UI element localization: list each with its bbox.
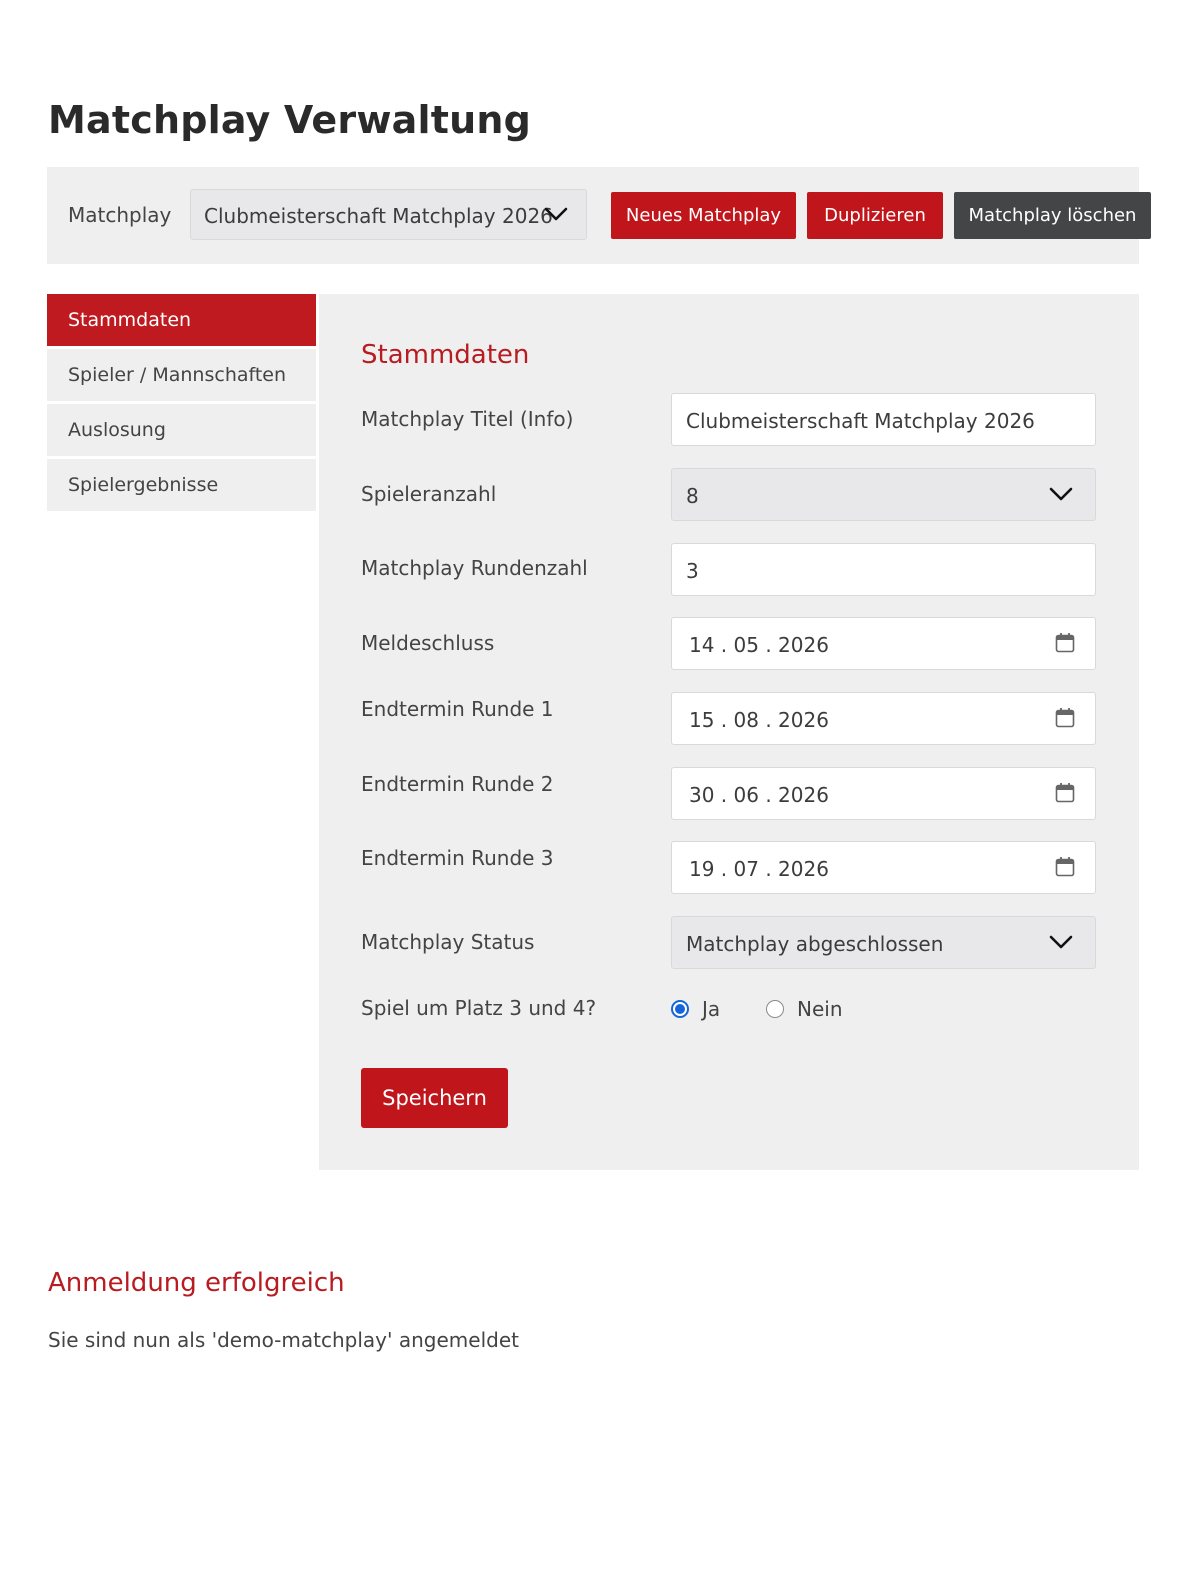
matchplay-select[interactable] — [190, 189, 587, 240]
round1-label: Endtermin Runde 1 — [361, 697, 554, 721]
round2-label: Endtermin Runde 2 — [361, 772, 554, 796]
players-label: Spieleranzahl — [361, 482, 497, 506]
round1-date-value: 15 . 08 . 2026 — [689, 708, 829, 732]
title-label: Matchplay Titel (Info) — [361, 407, 574, 431]
rounds-input[interactable] — [671, 543, 1096, 596]
rounds-input-value: 3 — [686, 559, 699, 583]
sidebar-nav — [47, 294, 316, 514]
login-success-title: Anmeldung erfolgreich — [48, 1268, 345, 1298]
third-place-no-option[interactable] — [766, 997, 843, 1021]
third-place-yes-option[interactable] — [671, 997, 720, 1021]
delete-matchplay-button[interactable]: Matchplay löschen — [954, 192, 1151, 239]
matchplay-select-label: Matchplay — [68, 203, 172, 227]
title-input-value: Clubmeisterschaft Matchplay 2026 — [686, 409, 1035, 433]
status-label: Matchplay Status — [361, 930, 535, 954]
round1-date-input[interactable] — [671, 692, 1096, 745]
third-place-label: Spiel um Platz 3 und 4? — [361, 996, 597, 1020]
round3-label: Endtermin Runde 3 — [361, 846, 554, 870]
status-select[interactable] — [671, 916, 1096, 969]
round3-date-input[interactable] — [671, 841, 1096, 894]
status-select-value: Matchplay abgeschlossen — [686, 932, 944, 956]
round2-date-value: 30 . 06 . 2026 — [689, 783, 829, 807]
new-matchplay-button[interactable]: Neues Matchplay — [611, 192, 796, 239]
matchplay-select-value: Clubmeisterschaft Matchplay 2026 — [204, 204, 553, 228]
players-select[interactable] — [671, 468, 1096, 521]
chevron-down-icon — [1049, 486, 1073, 502]
calendar-icon[interactable] — [1055, 782, 1075, 804]
page-title: Matchplay Verwaltung — [48, 98, 531, 142]
third-place-no-radio[interactable] — [766, 1000, 784, 1018]
round2-date-input[interactable] — [671, 767, 1096, 820]
sidebar-item-auslosung[interactable]: Auslosung — [47, 404, 316, 456]
third-place-yes-label: Ja — [702, 997, 721, 1021]
sidebar-item-stammdaten[interactable]: Stammdaten — [47, 294, 316, 346]
deadline-date-value: 14 . 05 . 2026 — [689, 633, 829, 657]
deadline-date-input[interactable] — [671, 617, 1096, 670]
save-button[interactable]: Speichern — [361, 1068, 508, 1128]
chevron-down-icon — [1049, 934, 1073, 950]
third-place-yes-radio[interactable] — [671, 1000, 689, 1018]
calendar-icon[interactable] — [1055, 856, 1075, 878]
sidebar-item-spieler-mannschaften[interactable]: Spieler / Mannschaften — [47, 349, 316, 401]
deadline-label: Meldeschluss — [361, 631, 495, 655]
chevron-down-icon — [544, 206, 568, 222]
rounds-label: Matchplay Rundenzahl — [361, 556, 588, 580]
calendar-icon[interactable] — [1055, 707, 1075, 729]
section-title: Stammdaten — [361, 340, 530, 370]
calendar-icon[interactable] — [1055, 632, 1075, 654]
matchplay-toolbar — [47, 167, 1139, 264]
title-input[interactable] — [671, 393, 1096, 446]
third-place-no-label: Nein — [797, 997, 843, 1021]
duplicate-button[interactable]: Duplizieren — [807, 192, 943, 239]
login-success-text: Sie sind nun als 'demo-matchplay' angemeldet — [48, 1328, 519, 1352]
sidebar-item-spielergebnisse[interactable]: Spielergebnisse — [47, 459, 316, 511]
stammdaten-panel — [319, 294, 1139, 1170]
players-select-value: 8 — [686, 484, 699, 508]
round3-date-value: 19 . 07 . 2026 — [689, 857, 829, 881]
